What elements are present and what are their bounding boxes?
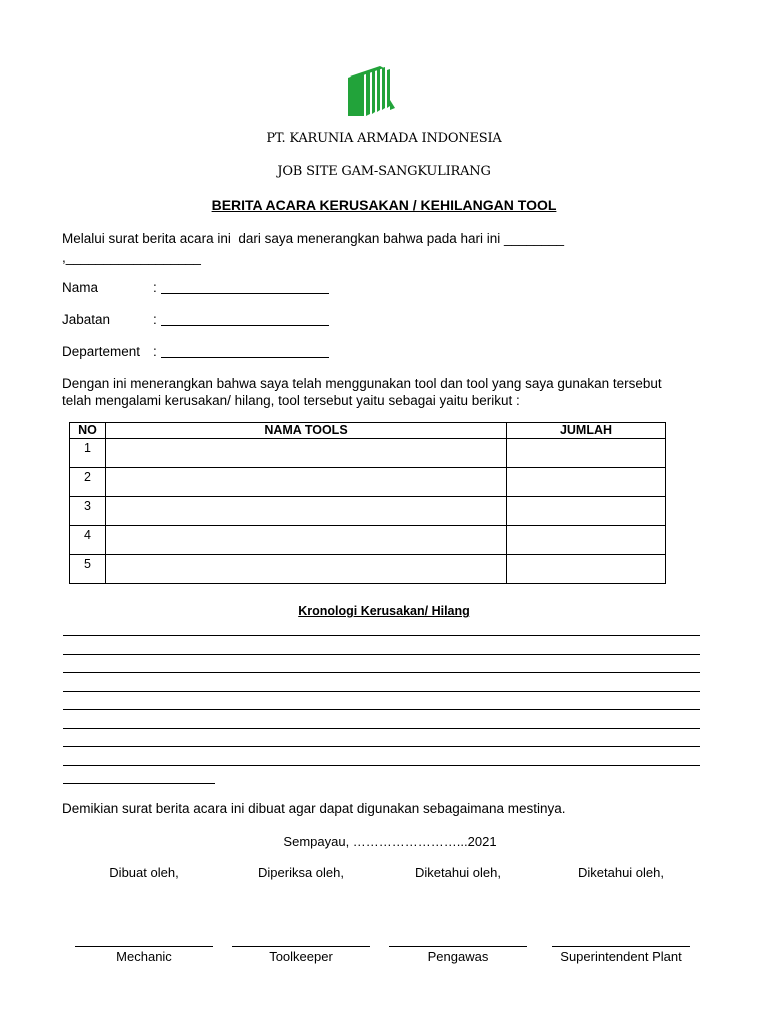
nama-tools-cell[interactable] bbox=[106, 497, 507, 526]
signature-role: Mechanic bbox=[116, 949, 172, 964]
table-header-row bbox=[70, 423, 666, 439]
signature-heading: Diketahui oleh, bbox=[578, 865, 664, 880]
signature-heading: Diketahui oleh, bbox=[415, 865, 501, 880]
signature-line-toolkeeper[interactable] bbox=[232, 946, 370, 947]
signature-role: Toolkeeper bbox=[269, 949, 333, 964]
nama-tools-cell[interactable] bbox=[106, 526, 507, 555]
field-colon: : bbox=[153, 312, 157, 327]
table-row bbox=[70, 526, 666, 555]
jumlah-cell[interactable] bbox=[507, 439, 666, 468]
intro-line-1: Melalui surat berita acara ini dari saya menerangkan bahwa pada hari ini ________ bbox=[62, 231, 565, 246]
signature-heading: Diperiksa oleh, bbox=[258, 865, 344, 880]
jabatan-input-line[interactable] bbox=[161, 325, 329, 326]
field-label: Departement bbox=[62, 344, 141, 359]
kronologi-line[interactable] bbox=[63, 746, 700, 747]
kronologi-line-short[interactable] bbox=[63, 783, 215, 784]
row-number: 5 bbox=[70, 555, 106, 584]
signature-role: Superintendent Plant bbox=[560, 949, 682, 964]
jumlah-cell[interactable] bbox=[507, 497, 666, 526]
table-row bbox=[70, 468, 666, 497]
company-name: PT. KARUNIA ARMADA INDONESIA bbox=[266, 131, 502, 146]
nama-tools-cell[interactable] bbox=[106, 555, 507, 584]
signature-line-superintendent[interactable] bbox=[552, 946, 690, 947]
header-nama-tools: NAMA TOOLS bbox=[106, 423, 507, 439]
header-jumlah: JUMLAH bbox=[507, 423, 666, 439]
document-title: BERITA ACARA KERUSAKAN / KEHILANGAN TOOL bbox=[211, 197, 557, 213]
job-site: JOB SITE GAM-SANGKULIRANG bbox=[277, 164, 491, 179]
signature-line-mechanic[interactable] bbox=[75, 946, 213, 947]
table-row bbox=[70, 439, 666, 468]
intro-line-2: ,__________________ bbox=[62, 250, 201, 265]
kronologi-line[interactable] bbox=[63, 672, 700, 673]
jumlah-cell[interactable] bbox=[507, 555, 666, 584]
place-date: Sempayau, ……………………...2021 bbox=[283, 834, 497, 849]
tools-table bbox=[69, 422, 666, 584]
field-label: Jabatan bbox=[62, 312, 111, 327]
kronologi-line[interactable] bbox=[63, 654, 700, 655]
row-number: 4 bbox=[70, 526, 106, 555]
jumlah-cell[interactable] bbox=[507, 526, 666, 555]
kronologi-line[interactable] bbox=[63, 691, 700, 692]
statement-line-2: telah mengalami kerusakan/ hilang, tool tersebut yaitu sebagai yaitu berikut : bbox=[62, 393, 520, 408]
closing-statement: Demikian surat berita acara ini dibuat agar dapat digunakan sebagaimana mestinya. bbox=[62, 801, 566, 816]
row-number: 3 bbox=[70, 497, 106, 526]
kronologi-title: Kronologi Kerusakan/ Hilang bbox=[298, 604, 470, 618]
table-row bbox=[70, 497, 666, 526]
kronologi-line[interactable] bbox=[63, 765, 700, 766]
row-number: 2 bbox=[70, 468, 106, 497]
signature-role: Pengawas bbox=[427, 949, 489, 964]
field-colon: : bbox=[153, 344, 157, 359]
departement-input-line[interactable] bbox=[161, 357, 329, 358]
field-colon: : bbox=[153, 280, 157, 295]
signature-line-pengawas[interactable] bbox=[389, 946, 527, 947]
statement-line-1: Dengan ini menerangkan bahwa saya telah menggunakan tool dan tool yang saya gunakan tersebut bbox=[62, 376, 662, 391]
kronologi-line[interactable] bbox=[63, 728, 700, 729]
company-logo bbox=[344, 64, 396, 120]
nama-tools-cell[interactable] bbox=[106, 468, 507, 497]
field-label: Nama bbox=[62, 280, 99, 295]
signature-heading: Dibuat oleh, bbox=[109, 865, 179, 880]
jumlah-cell[interactable] bbox=[507, 468, 666, 497]
nama-input-line[interactable] bbox=[161, 293, 329, 294]
kronologi-line[interactable] bbox=[63, 635, 700, 636]
table-row bbox=[70, 555, 666, 584]
nama-tools-cell[interactable] bbox=[106, 439, 507, 468]
kronologi-line[interactable] bbox=[63, 709, 700, 710]
header-no: NO bbox=[70, 423, 106, 439]
row-number: 1 bbox=[70, 439, 106, 468]
